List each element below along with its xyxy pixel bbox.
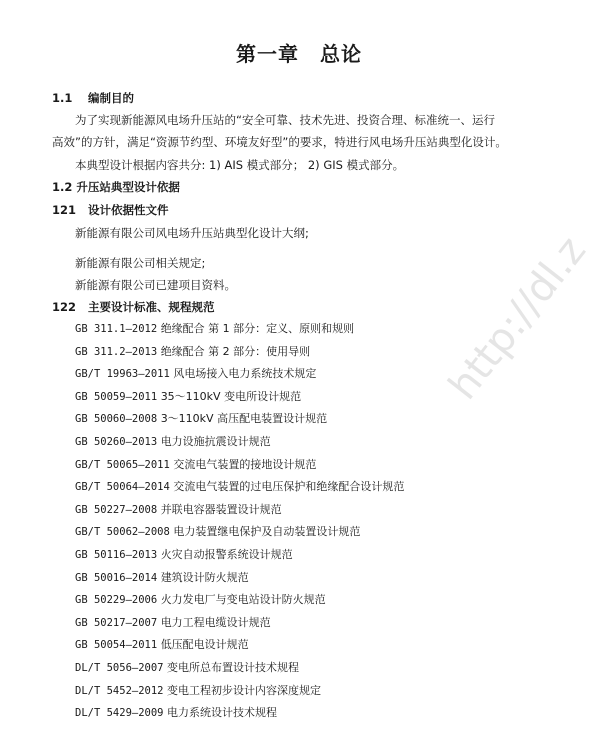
standard-name: 35～110kV 变电所设计规范 bbox=[160, 389, 302, 403]
standard-code: GB 311.1—2012 bbox=[75, 323, 158, 335]
standard-item bbox=[75, 567, 404, 590]
standard-item bbox=[75, 454, 404, 477]
standard-name: 变电所总布置设计技术规程 bbox=[167, 660, 300, 674]
standard-item bbox=[75, 408, 404, 431]
standard-code: GB 50059—2011 bbox=[75, 390, 158, 403]
standard-name: 绝缘配合 第 2 部分：使用导则 bbox=[160, 344, 311, 358]
standard-code: GB 50217—2007 bbox=[75, 616, 158, 629]
standard-name: 电力系统设计技术规程 bbox=[167, 706, 278, 720]
basis-document-item-3: 新能源有限公司已建项目资料。 bbox=[75, 278, 236, 292]
standard-name: 变电工程初步设计内容深度规定 bbox=[167, 683, 322, 697]
section-122-heading bbox=[52, 299, 215, 315]
section-121-number: 121 bbox=[52, 203, 77, 217]
section-1-1-heading bbox=[52, 90, 134, 106]
section-121-title: 设计依据性文件 bbox=[88, 203, 169, 217]
standard-name: 火灾自动报警系统设计规范 bbox=[160, 547, 293, 561]
standard-code: GB 50260—2013 bbox=[75, 435, 158, 448]
standard-name: 并联电容器装置设计规范 bbox=[160, 502, 282, 516]
standard-item bbox=[75, 431, 404, 454]
standard-code: GB/T 50064—2014 bbox=[75, 481, 170, 494]
standard-item bbox=[75, 657, 404, 680]
standard-name: 3～110kV 高压配电装置设计规范 bbox=[160, 412, 328, 426]
section-1-2-heading: 1.2 升压站典型设计依据 bbox=[52, 180, 180, 194]
standard-name: 火力发电厂与变电站设计防火规范 bbox=[160, 593, 326, 607]
section-1-1-title: 编制目的 bbox=[88, 91, 134, 105]
scope-paragraph: 本典型设计根据内容共分: 1) AIS 模式部分； 2) GIS 模式部分。 bbox=[75, 158, 405, 172]
chapter-title: 第一章 总论 bbox=[236, 42, 362, 66]
standard-name: 风电场接入电力系统技术规定 bbox=[173, 367, 317, 381]
standards-list bbox=[75, 318, 404, 725]
standard-code: GB 311.2—2013 bbox=[75, 345, 158, 358]
standard-code: GB 50116—2013 bbox=[75, 548, 158, 561]
standard-item bbox=[75, 363, 404, 386]
standard-code: DL/T 5056—2007 bbox=[75, 661, 164, 674]
standard-item bbox=[75, 680, 404, 703]
standard-name: 绝缘配合 第 1 部分：定义、原则和规则 bbox=[160, 322, 355, 335]
standard-item bbox=[75, 612, 404, 635]
standard-item bbox=[75, 341, 404, 364]
standard-code: GB/T 19963—2011 bbox=[75, 368, 170, 381]
standard-item bbox=[75, 702, 404, 725]
standard-item bbox=[75, 476, 404, 499]
standard-name: 交流电气装置的过电压保护和绝缘配合设计规范 bbox=[173, 480, 405, 494]
standard-name: 电力设施抗震设计规范 bbox=[160, 434, 271, 448]
section-122-title: 主要设计标准、规程规范 bbox=[88, 300, 215, 314]
section-121-heading bbox=[52, 202, 169, 218]
standard-code: GB/T 50062—2008 bbox=[75, 526, 170, 539]
standard-item bbox=[75, 386, 404, 409]
purpose-paragraph-line-2: 高效”的方针，满足“资源节约型、环境友好型”的要求，特进行风电场升压站典型化设计。 bbox=[52, 135, 507, 149]
standard-code: GB/T 50065—2011 bbox=[75, 458, 170, 471]
standard-item bbox=[75, 544, 404, 567]
standard-code: GB 50229—2006 bbox=[75, 594, 158, 607]
basis-document-item-2: 新能源有限公司相关规定; bbox=[75, 256, 206, 270]
purpose-paragraph-line-1: 为了实现新能源风电场升压站的“安全可靠、技术先进、投资合理、标准统一、运行 bbox=[75, 113, 495, 127]
standard-name: 建筑设计防火规范 bbox=[160, 570, 249, 584]
standard-item bbox=[75, 318, 404, 341]
standard-code: GB 50060—2008 bbox=[75, 413, 158, 426]
standard-name: 低压配电设计规范 bbox=[160, 638, 249, 652]
standard-item bbox=[75, 521, 404, 544]
watermark-text: http://dl.z bbox=[440, 228, 595, 409]
standard-name: 电力工程电缆设计规范 bbox=[160, 615, 271, 629]
section-122-number: 122 bbox=[52, 300, 77, 314]
basis-document-item-1: 新能源有限公司风电场升压站典型化设计大纲; bbox=[75, 226, 309, 240]
standard-name: 交流电气装置的接地设计规范 bbox=[173, 457, 317, 471]
standard-item bbox=[75, 499, 404, 522]
standard-name: 电力装置继电保护及自动装置设计规范 bbox=[173, 525, 361, 539]
standard-code: GB 50016—2014 bbox=[75, 571, 158, 584]
standard-code: DL/T 5452—2012 bbox=[75, 684, 164, 697]
standard-item bbox=[75, 589, 404, 612]
standard-code: GB 50054—2011 bbox=[75, 639, 158, 652]
standard-item bbox=[75, 634, 404, 657]
standard-code: DL/T 5429—2009 bbox=[75, 707, 164, 720]
section-1-1-number: 1.1 bbox=[52, 91, 73, 105]
standard-code: GB 50227—2008 bbox=[75, 503, 158, 516]
